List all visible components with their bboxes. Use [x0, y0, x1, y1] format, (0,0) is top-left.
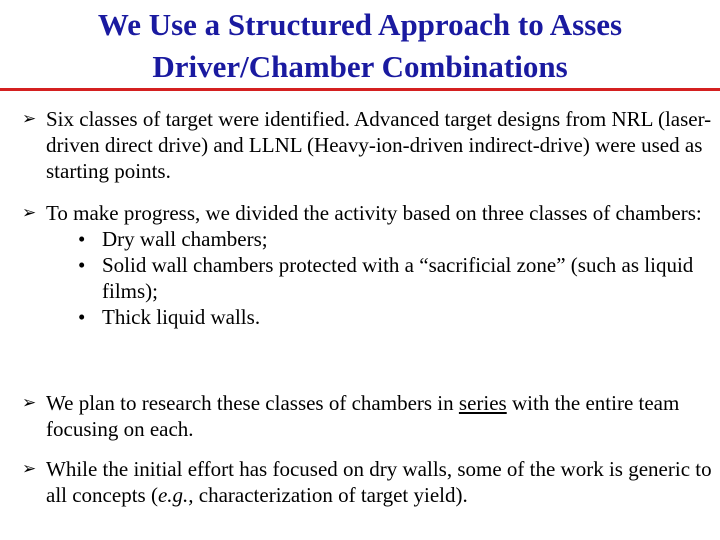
bullet-text-4-after: characterization of target yield). [193, 483, 468, 507]
bullet-text-3 [46, 390, 712, 442]
arrowhead-bullet-icon: ➢ [22, 203, 37, 223]
bullet-item-2 [22, 200, 712, 330]
bullet-text-3-before: We plan to research these classes of chambers in [46, 391, 459, 415]
slide-title-line-1: We Use a Structured Approach to Asses [97, 7, 623, 42]
dot-bullet-icon: • [78, 305, 86, 329]
dot-bullet-icon: • [78, 227, 86, 251]
title-divider [0, 88, 720, 91]
bullet-text-4-before: While the initial effort has focused on dry walls, some of the work is generic to all concepts ( [46, 457, 712, 507]
sub-bullet-text-1: Dry wall chambers; [102, 227, 268, 251]
bullet-item-3 [22, 390, 712, 442]
sub-bullet-item-2 [78, 252, 712, 304]
bullet-text-4 [46, 456, 712, 508]
sub-bullet-text-3: Thick liquid walls. [102, 305, 261, 329]
bullet-item-1 [22, 106, 712, 184]
arrowhead-bullet-icon: ➢ [22, 393, 37, 413]
arrowhead-bullet-icon: ➢ [22, 109, 37, 129]
bullet-item-4 [22, 456, 712, 508]
dot-bullet-icon: • [78, 253, 86, 277]
bullet-text-2: To make progress, we divided the activity based on three classes of chambers: [46, 201, 702, 225]
slide-title [0, 4, 720, 88]
sub-bullet-item-3 [78, 304, 712, 330]
bullet-text-3-underlined: series [458, 391, 507, 415]
slide-title-line-2: Driver/Chamber Combinations [152, 49, 568, 84]
bullet-text-1: Six classes of target were identified. Advanced target designs from NRL (laser-driven direct drive) and LLNL (Heavy-ion-driven indirect-drive) were used as starting points. [46, 107, 712, 183]
arrowhead-bullet-icon: ➢ [22, 459, 37, 479]
bullet-text-3-after: with the entire team focusing on each. [46, 391, 680, 441]
sub-bullet-item-1 [78, 226, 712, 252]
sub-bullet-text-2: Solid wall chambers protected with a “sacrificial zone” (such as liquid films); [102, 253, 694, 303]
bullet-text-4-italic: e.g., [157, 483, 194, 507]
